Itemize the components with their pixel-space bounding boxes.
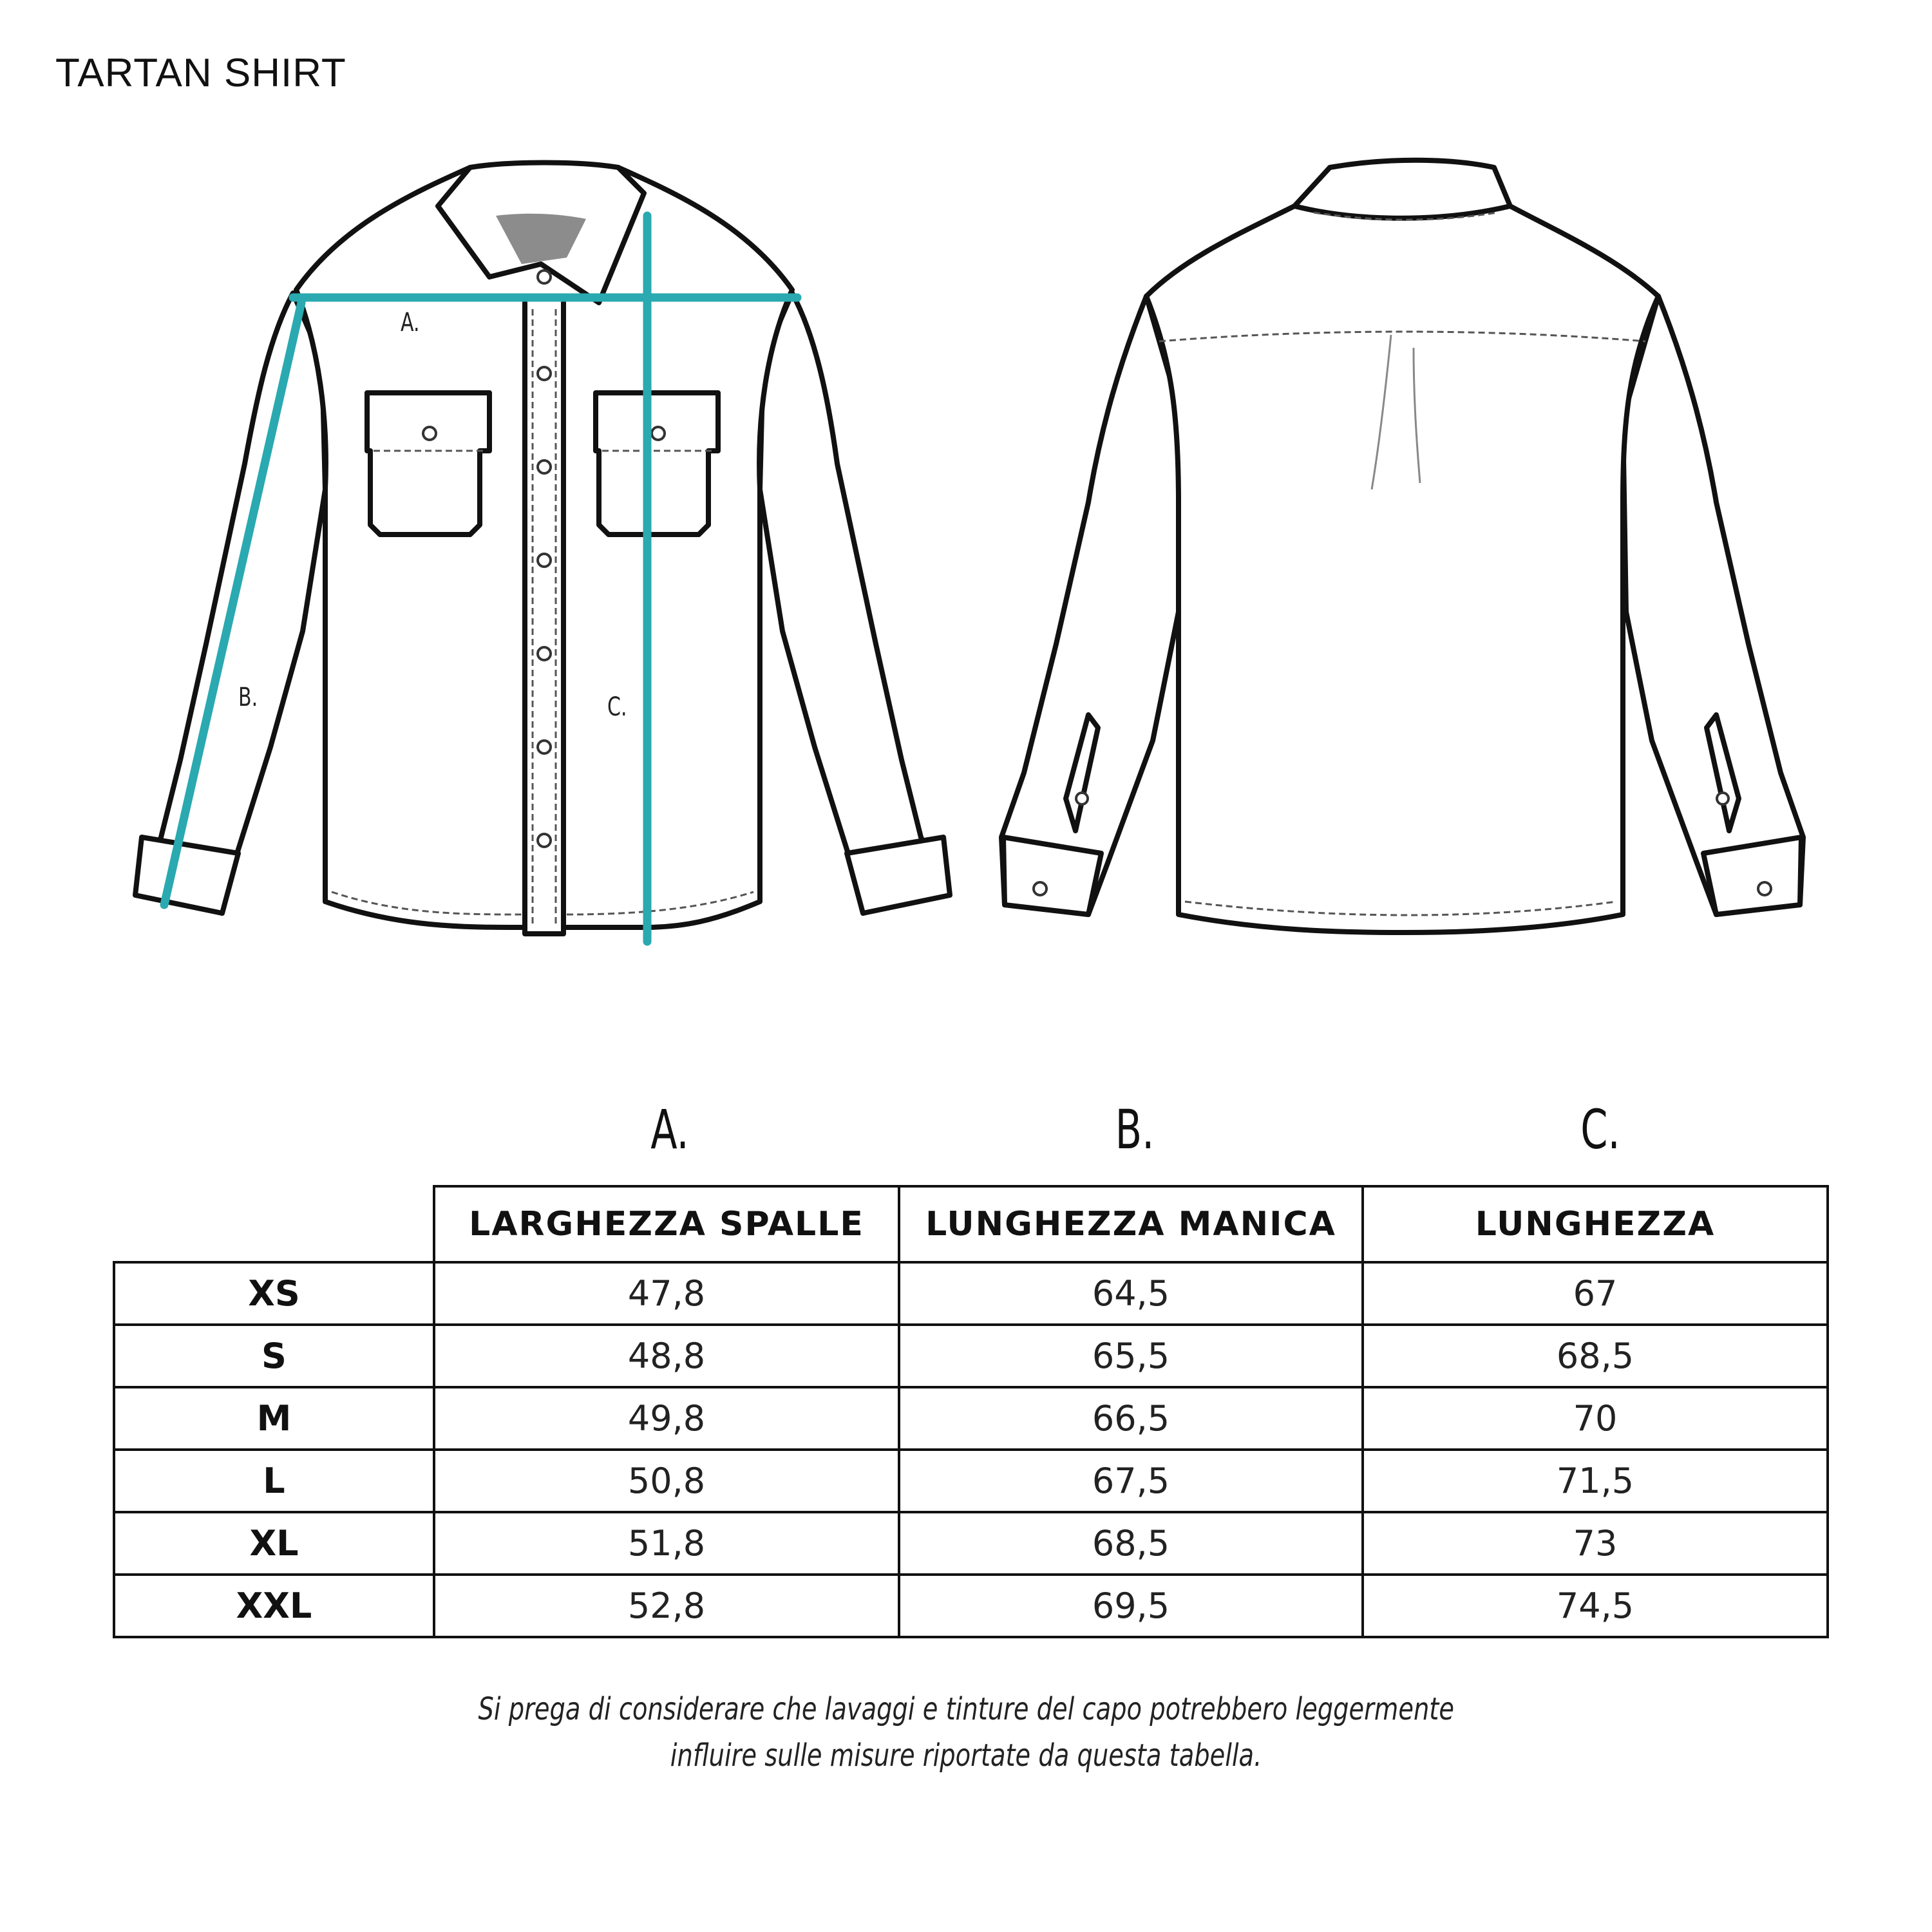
value-b: 68,5: [899, 1512, 1363, 1575]
back-placket-button-right: [1717, 793, 1728, 804]
front-button: [538, 460, 551, 473]
front-button: [538, 647, 551, 660]
header-shoulder-width: LARGHEZZA SPALLE: [434, 1186, 899, 1262]
front-button: [538, 554, 551, 567]
value-c: 71,5: [1363, 1450, 1828, 1512]
table-row: [114, 1450, 1828, 1512]
column-letter-b: B.: [1115, 1098, 1155, 1161]
measure-label-a: A.: [401, 308, 420, 337]
measure-label-b: B.: [238, 683, 258, 712]
value-b: 66,5: [899, 1387, 1363, 1450]
value-a: 47,8: [434, 1262, 899, 1325]
front-button: [538, 270, 551, 283]
table-row: [114, 1575, 1828, 1637]
back-left-cuff: [1003, 837, 1101, 914]
value-a: 48,8: [434, 1325, 899, 1387]
front-button: [538, 741, 551, 753]
table-row: [114, 1512, 1828, 1575]
front-button: [538, 367, 551, 380]
value-c: 67: [1363, 1262, 1828, 1325]
back-right-sleeve: [1623, 296, 1803, 914]
value-a: 51,8: [434, 1512, 899, 1575]
back-cuff-button-left: [1034, 882, 1046, 895]
back-right-cuff: [1703, 837, 1801, 914]
pocket-button-left: [423, 427, 436, 440]
value-b: 69,5: [899, 1575, 1363, 1637]
value-c: 74,5: [1363, 1575, 1828, 1637]
value-a: 52,8: [434, 1575, 899, 1637]
value-b: 64,5: [899, 1262, 1363, 1325]
size-table: [113, 1185, 1829, 1638]
page-title: TARTAN SHIRT: [55, 51, 346, 95]
back-cuff-button-right: [1758, 882, 1771, 895]
size-label: M: [114, 1387, 434, 1450]
header-sleeve-length: LUNGHEZZA MANICA: [899, 1186, 1363, 1262]
table-corner-cell: [114, 1186, 434, 1262]
value-c: 70: [1363, 1387, 1828, 1450]
table-row: [114, 1387, 1828, 1450]
column-letter-a: A.: [650, 1098, 689, 1161]
value-b: 67,5: [899, 1450, 1363, 1512]
disclaimer-note: [0, 1686, 1932, 1779]
front-left-cuff: [135, 837, 238, 913]
value-b: 65,5: [899, 1325, 1363, 1387]
size-label: L: [114, 1450, 434, 1512]
column-letter-c: C.: [1580, 1098, 1620, 1161]
table-row: [114, 1325, 1828, 1387]
value-a: 49,8: [434, 1387, 899, 1450]
disclaimer-line-1: Si prega di considerare che lavaggi e tinture del capo potrebbero leggermente: [478, 1691, 1454, 1727]
size-label: XL: [114, 1512, 434, 1575]
header-length: LUNGHEZZA: [1363, 1186, 1828, 1262]
size-label: XS: [114, 1262, 434, 1325]
front-right-pocket: [596, 393, 718, 535]
size-label: S: [114, 1325, 434, 1387]
size-label: XXL: [114, 1575, 434, 1637]
pocket-button-right: [652, 427, 665, 440]
disclaimer-line-2: influire sulle misure riportate da questa tabella.: [670, 1738, 1262, 1774]
front-left-pocket: [367, 393, 489, 535]
value-c: 68,5: [1363, 1325, 1828, 1387]
value-c: 73: [1363, 1512, 1828, 1575]
measure-label-c: C.: [607, 692, 627, 722]
back-placket-button-left: [1076, 793, 1088, 804]
table-header-row: [114, 1186, 1828, 1262]
value-a: 50,8: [434, 1450, 899, 1512]
back-left-sleeve: [1001, 296, 1182, 914]
back-collar: [1294, 160, 1510, 218]
front-right-sleeve: [760, 293, 947, 913]
back-body: [1146, 206, 1658, 933]
front-button: [538, 834, 551, 847]
table-row: [114, 1262, 1828, 1325]
front-right-cuff: [847, 837, 950, 913]
